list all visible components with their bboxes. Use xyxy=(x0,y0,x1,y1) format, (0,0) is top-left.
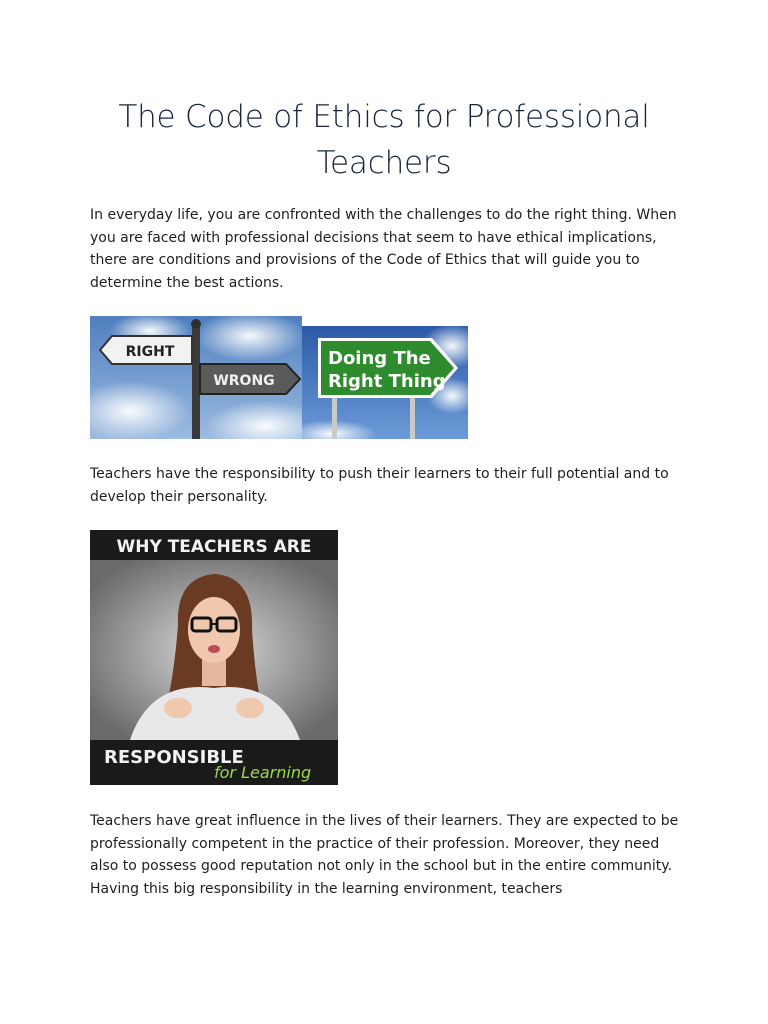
poster-script-text: for Learning xyxy=(214,763,312,782)
poster-bottom-text: RESPONSIBLE xyxy=(104,747,244,768)
road-sign-line1: Doing The xyxy=(328,348,431,369)
signpost-image xyxy=(90,316,302,439)
paragraph-responsibility: Teachers have the responsibility to push their learners to their full potential and to develop their personality. xyxy=(90,466,669,505)
road-sign-line2: Right Thing xyxy=(328,371,446,392)
poster-top-text: WHY TEACHERS ARE xyxy=(116,537,312,557)
paragraph-influence: Teachers have great influence in the lives of their learners. They are expected to be professionally competent in the practice of their profession. Moreover, they need also to possess good reputation not only in the school but in the entire community. Having this big responsibility in the learning environment, teachers xyxy=(90,813,679,897)
sign-right-label: RIGHT xyxy=(125,344,175,360)
sign-wrong-label: WRONG xyxy=(213,373,275,389)
page-title: The Code of Ethics for Professional Teachers xyxy=(118,99,650,181)
road-sign-image xyxy=(302,326,468,439)
paragraph-intro: In everyday life, you are confronted with the challenges to do the right thing. When you are faced with professional decisions that seem to have ethical implications, there are conditions and provisions of the Code of Ethics that will guide you to determine the best actions. xyxy=(90,207,677,291)
poster-image xyxy=(90,530,338,785)
